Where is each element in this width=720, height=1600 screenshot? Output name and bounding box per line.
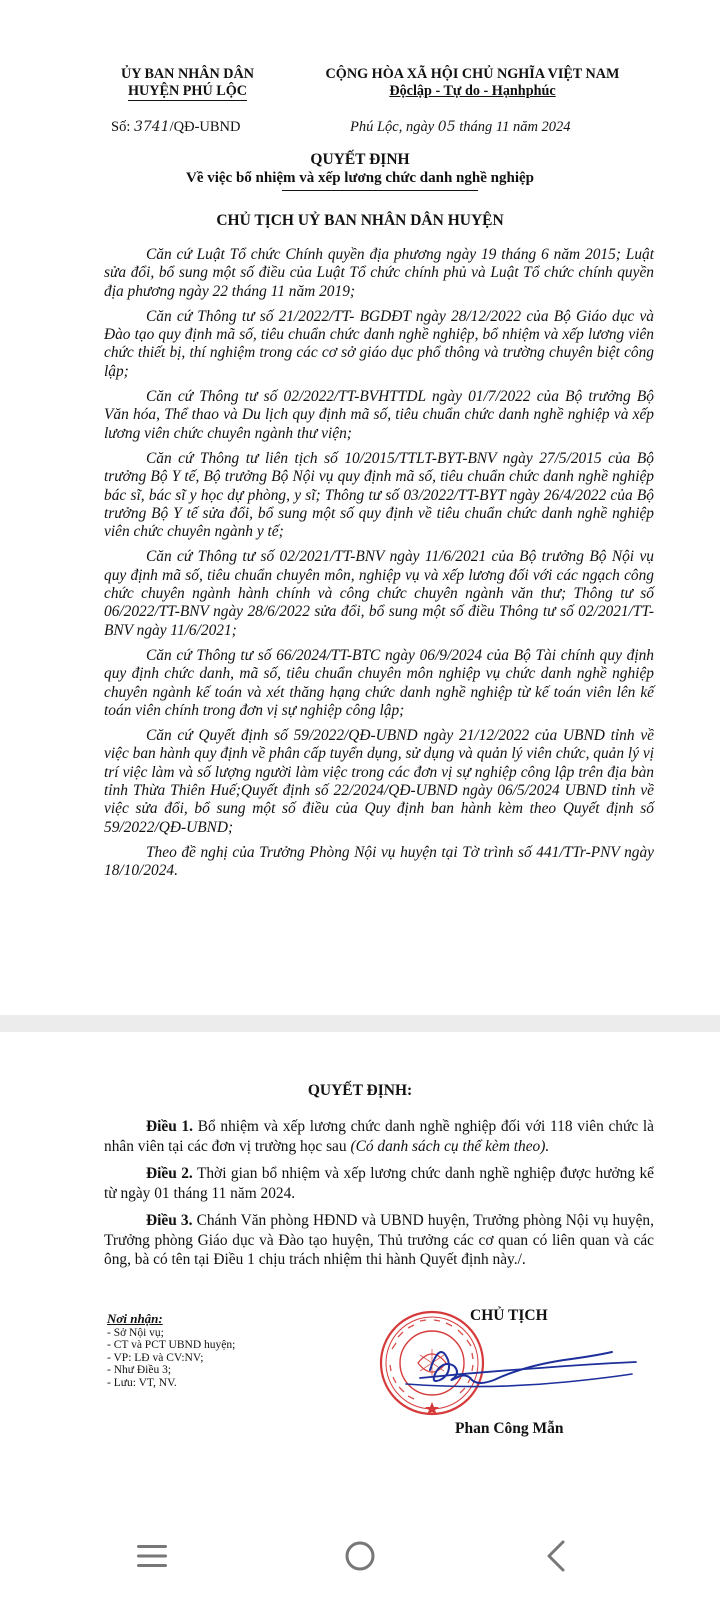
issuing-authority [100, 66, 275, 101]
doc-number-suffix: /QĐ-UBND [169, 119, 241, 135]
basis-paragraph: Căn cứ Quyết định số 59/2022/QĐ-UBND ngày 21/12/2022 của UBND tỉnh về việc ban hành quy định về phân cấp tuyển dụng, sử dụng và quản lý viên chức, quản lý vị trí việc làm và số lượng người làm việc trong các đơn vị sự nghiệp công lập trên địa bàn tỉnh Thừa Thiên Huế;Quyết định số 22/2024/QĐ-UBND ngày 06/5/2024 UBND tỉnh về việc sửa đổi, bổ sung một số điều của Quy định ban hành kèm theo Quyết định số 59/2022/QĐ-UBND; [104, 727, 654, 836]
basis-paragraph: Theo đề nghị của Trưởng Phòng Nội vụ huyện tại Tờ trình số 441/TTr-PNV ngày 18/10/2024. [104, 843, 654, 880]
menu-icon[interactable] [124, 1528, 180, 1584]
recipient-item: - Như Điều 3; [107, 1364, 172, 1376]
doc-number-handwritten: 3741 [133, 119, 170, 135]
article-text: Thời gian bổ nhiệm và xếp lương chức danh nghề nghiệp được hưởng kể từ ngày 01 tháng 11 năm 2024. [104, 1165, 654, 1202]
article-3 [104, 1211, 654, 1270]
basis-paragraph: Căn cứ Thông tư liên tịch số 10/2015/TTLT-BYT-BNV ngày 27/5/2015 của Bộ trưởng Bộ Y tế, Bộ trưởng Bộ Nội vụ quy định mã số, tiêu chuẩn chức danh nghề nghiệp bác sĩ, bác sĩ y học dự phòng, y sĩ; Thông tư số 03/2022/TT-BYT ngày 26/4/2022 của Bộ trưởng Bộ Y tế sửa đổi, bổ sung một số quy định về tiêu chuẩn chức danh nghề nghiệp viên chức chuyên ngành y tế; [104, 449, 654, 541]
article-label: Điều 2. [146, 1165, 193, 1182]
date-day-handwritten: 05 [437, 119, 456, 135]
article-2 [104, 1164, 654, 1203]
nation-line-1: CỘNG HÒA XÃ HỘI CHỦ NGHĨA VIỆT NAM [325, 66, 620, 82]
home-circle-icon[interactable] [332, 1528, 388, 1584]
document-date [350, 119, 571, 136]
article-1 [104, 1117, 654, 1156]
authority-heading: CHỦ TỊCH UỶ BAN NHÂN DÂN HUYỆN [216, 212, 504, 229]
handwritten-signature-icon [400, 1318, 640, 1408]
subtitle-rule [282, 190, 478, 191]
document-subtitle: Về việc bổ nhiệm và xếp lương chức danh nghề nghiệp [185, 170, 535, 186]
legal-basis [104, 246, 654, 888]
doc-number-prefix: Số: [111, 119, 131, 135]
decision-heading: QUYẾT ĐỊNH: [307, 1082, 413, 1099]
articles [104, 1117, 654, 1278]
basis-paragraph: Căn cứ Thông tư số 02/2021/TT-BNV ngày 11/6/2021 của Bộ trưởng Bộ Nội vụ quy định mã số, tiêu chuẩn chuyên môn, nghiệp vụ và xếp lương đối với các ngạch công chức chuyên ngành hành chính và công chức chuyên ngành văn thư; Thông tư số 06/2022/TT-BNV ngày 28/6/2022 sửa đổi, bổ sung một số điều Thông tư số 02/2021/TT-BNV ngày 11/6/2021; [104, 548, 654, 639]
basis-paragraph: Căn cứ Thông tư số 21/2022/TT- BGDĐT ngày 28/12/2022 của Bộ Giáo dục và Đào tạo quy định mã số, tiêu chuẩn chức danh nghề nghiệp, bổ nhiệm và xếp lương viên chức thiết bị, thí nghiệm trong các cơ sở giáo dục phổ thông và trường chuyên biệt công lập; [104, 307, 654, 380]
page-separator [0, 1015, 720, 1032]
article-label: Điều 3. [146, 1212, 193, 1229]
recipient-item: - Lưu: VT, NV. [107, 1376, 177, 1389]
basis-paragraph: Căn cứ Luật Tổ chức Chính quyền địa phương ngày 19 tháng 6 năm 2015; Luật sửa đổi, bổ sung một số điều của Luật Tổ chức chính phủ và Luật Tổ chức chính quyền địa phương ngày 22 tháng 11 năm 2019; [104, 246, 654, 300]
recipient-item: - Sở Nội vụ; [107, 1326, 164, 1339]
org-line-1: ỦY BAN NHÂN DÂN [120, 66, 255, 82]
national-title [295, 66, 650, 100]
article-label: Điều 1. [146, 1118, 194, 1135]
article-text: Chánh Văn phòng HĐND và UBND huyện, Trưởng phòng Nội vụ huyện, Trưởng phòng Giáo dục và Đào tạo huyện, Thủ trưởng các cơ quan có liên quan và các ông, bà có tên tại Điều 1 chịu trách nhiệm thi hành Quyết định này./. [104, 1212, 654, 1268]
article-text: Bổ nhiệm và xếp lương chức danh nghề nghiệp đối với 118 viên chức là nhân viên tại các đơn vị trường học sau [104, 1118, 654, 1155]
signer-position: CHỦ TỊCH [470, 1307, 548, 1324]
document-number [111, 119, 241, 136]
date-place: Phú Lộc, ngày [350, 119, 435, 135]
article-note: (Có danh sách cụ thể kèm theo). [350, 1137, 550, 1155]
recipients-block [107, 1313, 307, 1389]
recipient-item: - VP: LĐ và CV:NV; [107, 1351, 204, 1364]
document-title: QUYẾT ĐỊNH [310, 151, 410, 168]
basis-paragraph: Căn cứ Thông tư số 66/2024/TT-BTC ngày 06/9/2024 của Bộ Tài chính quy định quy định chức danh, mã số, tiêu chuẩn chuyên môn nghiệp vụ chức danh nghề nghiệp chuyên ngành kế toán và xét thăng hạng chức danh nghề nghiệp từ kế toán viên lên kế toán viên chính trong đơn vị sự nghiệp công lập; [104, 646, 654, 719]
signer-name: Phan Công Mẫn [455, 1420, 564, 1437]
recipients-title: Nơi nhận: [107, 1311, 163, 1326]
nation-motto: Độclập - Tự do - Hạnhphúc [389, 83, 556, 99]
org-line-2: HUYỆN PHÚ LỘC [127, 83, 248, 99]
back-chevron-icon[interactable] [528, 1528, 584, 1584]
recipient-item: - CT và PCT UBND huyện; [107, 1339, 236, 1351]
date-month-year: tháng 11 năm 2024 [459, 119, 571, 135]
basis-paragraph: Căn cứ Thông tư số 02/2022/TT-BVHTTDL ngày 01/7/2022 của Bộ trưởng Bộ Văn hóa, Thể thao và Du lịch quy định mã số, tiêu chuẩn chức danh nghề nghiệp và xếp lương viên chức chuyên ngành thư viện; [104, 388, 654, 442]
system-navigation-bar [0, 1510, 720, 1600]
